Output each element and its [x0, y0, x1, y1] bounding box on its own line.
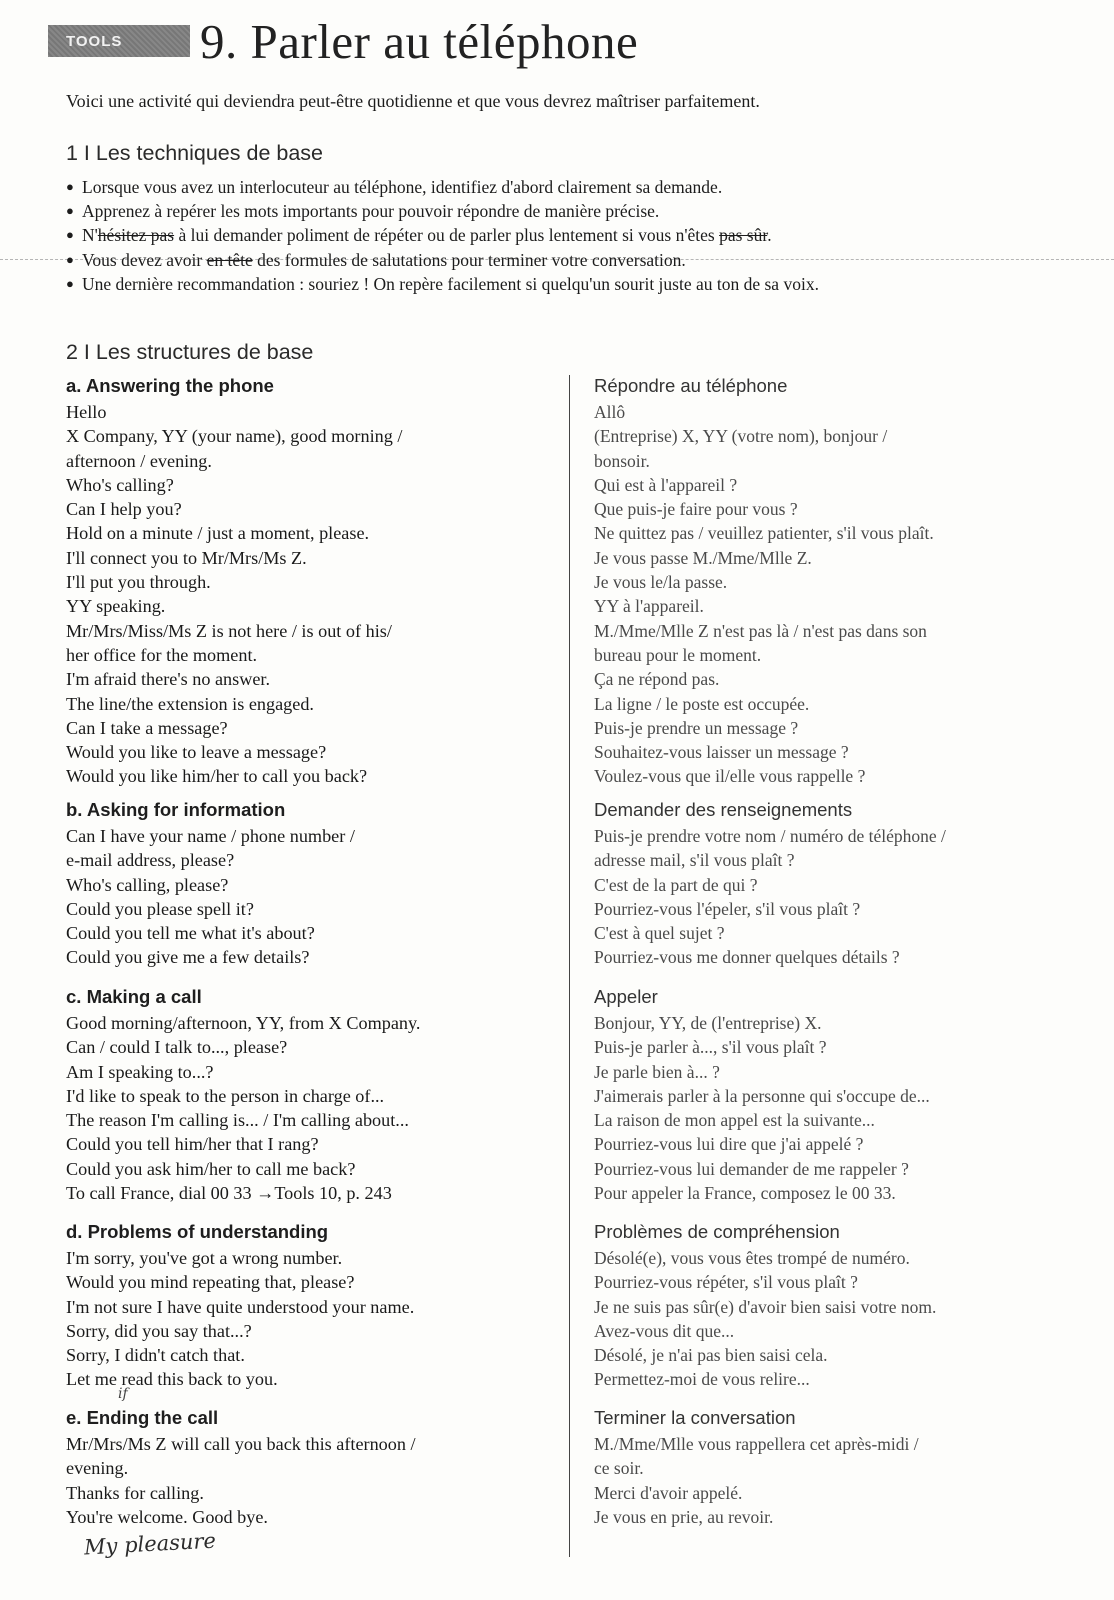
phrase-line: Am I speaking to...?	[66, 1061, 214, 1082]
phrase-line: Let me read this back to you.	[66, 1369, 278, 1390]
list-item: ● Apprenez à repérer les mots importants pour pouvoir répondre de manière précise.	[64, 199, 819, 223]
phrase-line: YY speaking.	[66, 596, 166, 617]
phrase-line: Can / could I talk to..., please?	[66, 1037, 288, 1058]
english-subheading: b. Asking for information	[66, 799, 286, 820]
french-subheading: Problèmes de compréhension	[594, 1221, 840, 1242]
tools-badge: TOOLS	[48, 25, 190, 57]
phrase-line: Avez-vous dit que...	[594, 1320, 735, 1341]
phrase-line: Puis-je prendre votre nom / numéro de téléphone /	[594, 826, 946, 846]
phrase-line: The line/the extension is engaged.	[66, 693, 314, 714]
phrase-line: Mr/Mrs/Miss/Ms Z is not here / is out of his/	[66, 620, 392, 641]
phrase-line: Mr/Mrs/Ms Z will call you back this afternoon /	[66, 1434, 416, 1454]
phrase-line: Who's calling, please?	[66, 874, 229, 895]
phrase-line: Pourriez-vous lui demander de me rappeler ?	[594, 1158, 909, 1179]
column-divider	[569, 375, 570, 1557]
french-subheading: Terminer la conversation	[594, 1407, 796, 1428]
phrase-line: adresse mail, s'il vous plaît ?	[594, 850, 795, 871]
phrase-line: I'm not sure I have quite understood your name.	[66, 1296, 415, 1317]
phrase-line: Would you like him/her to call you back?	[66, 766, 368, 787]
techniques-list	[64, 175, 819, 296]
phrase-line: I'll put you through.	[66, 572, 211, 593]
phrase-line: Ne quittez pas / veuillez patienter, s'il vous plaît.	[594, 523, 934, 544]
phrase-line: M./Mme/Mlle Z n'est pas là / n'est pas dans son	[594, 620, 927, 641]
english-phrase-group	[66, 1404, 416, 1529]
phrase-line: her office for the moment.	[66, 644, 258, 665]
french-phrase-group	[594, 1218, 936, 1392]
phrase-line: Could you tell him/her that I rang?	[66, 1134, 319, 1155]
phrase-line: Pour appeler la France, composez le 00 33.	[594, 1183, 896, 1204]
title-row	[48, 10, 638, 72]
english-phrase-group	[66, 796, 355, 970]
phrase-line: Voulez-vous que il/elle vous rappelle ?	[594, 766, 866, 787]
phrase-line: (Entreprise) X, YY (votre nom), bonjour /	[594, 426, 888, 447]
phrase-line: Allô	[594, 402, 626, 422]
phrase-line: Can I take a message?	[66, 717, 228, 738]
phrase-line: Bonjour, YY, de (l'entreprise) X.	[594, 1013, 822, 1033]
list-item: ● Une dernière recommandation : souriez ! On repère facilement si quelqu'un sourit juste au ton de sa voix.	[64, 272, 819, 296]
phrase-line: Hello	[66, 402, 107, 422]
phrase-line: Je vous en prie, au revoir.	[594, 1506, 774, 1527]
phrase-line: Could you please spell it?	[66, 898, 254, 919]
phrase-line: To call France, dial 00 33 →Tools 10, p. 243	[66, 1183, 392, 1204]
phrase-line: I'm sorry, you've got a wrong number.	[66, 1248, 343, 1268]
phrase-line: bonsoir.	[594, 450, 650, 471]
phrase-list	[594, 400, 934, 789]
french-subheading: Répondre au téléphone	[594, 375, 788, 396]
phrase-line: evening.	[66, 1458, 129, 1479]
phrase-line: C'est à quel sujet ?	[594, 923, 725, 944]
phrase-list	[594, 824, 946, 970]
phrase-list	[66, 824, 355, 970]
phrase-line: Thanks for calling.	[66, 1482, 204, 1503]
phrase-line: Désolé, je n'ai pas bien saisi cela.	[594, 1345, 828, 1366]
phrase-line: I'm afraid there's no answer.	[66, 669, 271, 690]
english-phrase-group	[66, 1218, 414, 1392]
phrase-line: La ligne / le poste est occupée.	[594, 693, 810, 714]
bullet-icon: ●	[66, 275, 74, 291]
list-item: ● N'hésitez pas à lui demander poliment de répéter ou de parler plus lentement si vous n'êtes pas sûr.	[64, 223, 819, 247]
phrase-line: Merci d'avoir appelé.	[594, 1482, 743, 1503]
phrase-line: Sorry, did you say that...?	[66, 1320, 252, 1341]
bullet-icon: ●	[66, 251, 74, 267]
french-phrase-group	[594, 796, 946, 970]
english-subheading: a. Answering the phone	[66, 375, 274, 396]
phrase-line: C'est de la part de qui ?	[594, 874, 758, 895]
bullet-icon: ●	[66, 227, 74, 243]
section-2-heading: 2 I Les structures de base	[66, 340, 314, 364]
phrase-line: You're welcome. Good bye.	[66, 1506, 268, 1527]
phrase-line: M./Mme/Mlle vous rappellera cet après-midi /	[594, 1434, 919, 1454]
phrase-line: Who's calling?	[66, 474, 174, 495]
phrase-line: Could you tell me what it's about?	[66, 923, 315, 944]
english-phrase-group	[66, 372, 402, 789]
french-subheading: Appeler	[594, 986, 658, 1007]
handwritten-note: My pleasure	[83, 1528, 217, 1560]
phrase-line: ce soir.	[594, 1458, 644, 1479]
english-subheading: d. Problems of understanding	[66, 1221, 329, 1242]
section-1-heading: 1 I Les techniques de base	[66, 141, 323, 165]
handwritten-mark: if	[118, 1386, 128, 1402]
phrase-line: Ça ne répond pas.	[594, 669, 720, 690]
phrase-list	[66, 1246, 414, 1392]
phrase-line: Désolé(e), vous vous êtes trompé de numéro.	[594, 1248, 910, 1268]
english-subheading: c. Making a call	[66, 986, 202, 1007]
page-title: 9. Parler au téléphone	[200, 13, 639, 69]
list-item: ● Lorsque vous avez un interlocuteur au téléphone, identifiez d'abord clairement sa demande.	[64, 175, 819, 199]
phrase-line: Puis-je parler à..., s'il vous plaît ?	[594, 1037, 827, 1058]
bullet-icon: ●	[66, 179, 74, 194]
phrase-line: Pourriez-vous répéter, s'il vous plaît ?	[594, 1272, 858, 1293]
phrase-line: J'aimerais parler à la personne qui s'occupe de...	[594, 1085, 930, 1106]
phrase-line: Good morning/afternoon, YY, from X Company.	[66, 1013, 421, 1033]
phrase-line: Would you mind repeating that, please?	[66, 1272, 355, 1293]
phrase-line: Hold on a minute / just a moment, please.	[66, 523, 370, 544]
phrase-line: Pourriez-vous lui dire que j'ai appelé ?	[594, 1134, 864, 1155]
phrase-line: La raison de mon appel est la suivante...	[594, 1110, 875, 1131]
phrase-line: Could you give me a few details?	[66, 947, 310, 968]
english-subheading: e. Ending the call	[66, 1407, 219, 1428]
phrase-line: Would you like to leave a message?	[66, 742, 327, 763]
french-phrase-group	[594, 1404, 919, 1529]
phrase-list	[66, 400, 402, 789]
phrase-line: I'll connect you to Mr/Mrs/Ms Z.	[66, 547, 307, 568]
phrase-list	[594, 1432, 919, 1529]
phrase-line: I'd like to speak to the person in charge of...	[66, 1085, 385, 1106]
intro-text: Voici une activité qui deviendra peut-être quotidienne et que vous devrez maîtriser parfaitement.	[66, 91, 760, 111]
phrase-line: Pourriez-vous me donner quelques détails ?	[594, 947, 900, 968]
french-phrase-group	[594, 983, 930, 1205]
phrase-line: Permettez-moi de vous relire...	[594, 1369, 810, 1390]
french-phrase-group	[594, 372, 934, 789]
phrase-line: Que puis-je faire pour vous ?	[594, 499, 798, 520]
phrase-line: YY à l'appareil.	[594, 596, 704, 617]
phrase-line: Can I have your name / phone number /	[66, 826, 355, 846]
phrase-line: e-mail address, please?	[66, 850, 235, 871]
phrase-list	[594, 1011, 930, 1205]
phrase-line: Qui est à l'appareil ?	[594, 474, 738, 495]
phrase-line: X Company, YY (your name), good morning /	[66, 426, 403, 447]
phrase-list	[594, 1246, 936, 1392]
phrase-line: Je ne suis pas sûr(e) d'avoir bien saisi votre nom.	[594, 1296, 937, 1317]
phrase-line: Sorry, I didn't catch that.	[66, 1345, 245, 1366]
bullet-icon: ●	[66, 203, 74, 219]
phrase-line: Je parle bien à... ?	[594, 1061, 720, 1082]
phrase-list	[66, 1432, 416, 1529]
phrase-list	[66, 1011, 420, 1205]
phrase-line: afternoon / evening.	[66, 450, 212, 471]
phrase-line: Puis-je prendre un message ?	[594, 717, 799, 738]
phrase-line: Souhaitez-vous laisser un message ?	[594, 742, 849, 763]
phrase-line: Je vous le/la passe.	[594, 572, 728, 593]
phrase-line: Can I help you?	[66, 499, 182, 520]
phrase-line: bureau pour le moment.	[594, 644, 762, 665]
phrase-line: Pourriez-vous l'épeler, s'il vous plaît ?	[594, 898, 861, 919]
phrase-line: Je vous passe M./Mme/Mlle Z.	[594, 547, 812, 568]
english-phrase-group	[66, 983, 420, 1205]
french-subheading: Demander des renseignements	[594, 799, 853, 820]
phrase-line: Could you ask him/her to call me back?	[66, 1158, 356, 1179]
list-item: ● Vous devez avoir en tête des formules de salutations pour terminer votre conversation.	[64, 248, 819, 272]
phrase-line: The reason I'm calling is... / I'm calling about...	[66, 1110, 409, 1131]
